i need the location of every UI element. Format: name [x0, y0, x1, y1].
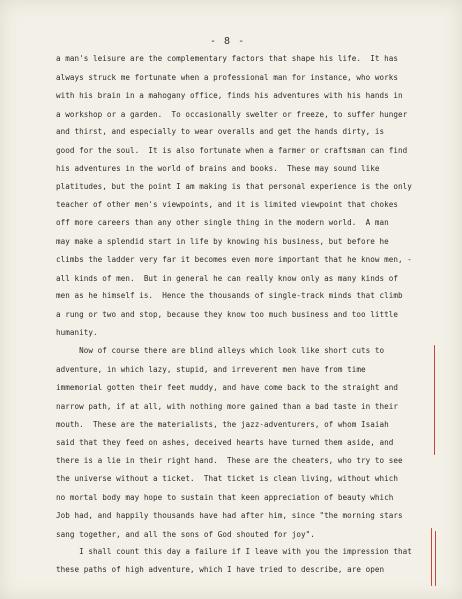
margin-mark-lower-right — [435, 531, 436, 586]
margin-mark-lower-left — [431, 528, 432, 586]
text-line: these paths of high adventure, which I have tried to describe, are open — [56, 565, 385, 574]
text-line: humanity. — [56, 328, 98, 337]
text-line: said that they feed on ashes, deceived hearts have turned them aside, and — [56, 438, 394, 447]
text-line: immemorial gotten their feet muddy, and have come back to the straight and — [56, 383, 399, 392]
text-line: good for the soul. It is also fortunate when a farmer or craftsman can find — [56, 146, 408, 155]
margin-mark-upper — [434, 345, 435, 455]
text-line: the universe without a ticket. That ticket is clean living, without which — [56, 474, 399, 483]
text-line: climbs the ladder very far it becomes even more important that he know men, - — [56, 255, 412, 264]
text-line: with his brain in a mahogany office, finds his adventures with his hands in — [56, 91, 403, 100]
text-line: mouth. These are the materialists, the jazz-adventurers, of whom Isaiah — [56, 420, 389, 429]
text-line: always struck me fortunate when a professional man for instance, who works — [56, 73, 399, 82]
text-line: a man's leisure are the complementary factors that shape his life. It has — [56, 54, 399, 63]
text-line: Job had, and happily thousands have had after him, since "the morning stars — [56, 511, 403, 520]
text-line: his adventures in the world of brains and books. These may sound like — [56, 164, 380, 173]
text-line: men as he himself is. Hence the thousands of single-track minds that climb — [56, 291, 403, 300]
text-line: teacher of other men's viewpoints, and it is limited viewpoint that chokes — [56, 200, 399, 209]
text-line: a workshop or a garden. To occasionally swelter or freeze, to suffer hunger — [56, 110, 408, 119]
text-line: adventure, in which lazy, stupid, and irreverent men have from time — [56, 365, 366, 374]
text-line: sang together, and all the sons of God shouted for joy". — [56, 530, 315, 539]
text-line: Now of course there are blind alleys which look like short cuts to — [56, 346, 385, 355]
text-line: off more careers than any other single thing in the modern world. A man — [56, 218, 389, 227]
text-line: and thirst, and especially to wear overalls and get the hands dirty, is — [56, 127, 385, 136]
text-line: all kinds of men. But in general he can really know only as many kinds of — [56, 274, 399, 283]
page-number: - 8 - — [210, 36, 246, 47]
text-line: a rung or two and stop, because they know too much business and too little — [56, 310, 399, 319]
text-line: no mortal body may hope to sustain that keen appreciation of beauty which — [56, 493, 394, 502]
text-line: there is a lie in their right hand. These are the cheaters, who try to see — [56, 456, 403, 465]
text-line: may make a splendid start in life by knowing his business, but before he — [56, 237, 389, 246]
text-line: narrow path, if at all, with nothing more gained than a bad taste in their — [56, 402, 399, 411]
text-line: platitudes, but the point I am making is that personal experience is the only — [56, 182, 412, 191]
text-line: I shall count this day a failure if I leave with you the impression that — [56, 547, 412, 556]
